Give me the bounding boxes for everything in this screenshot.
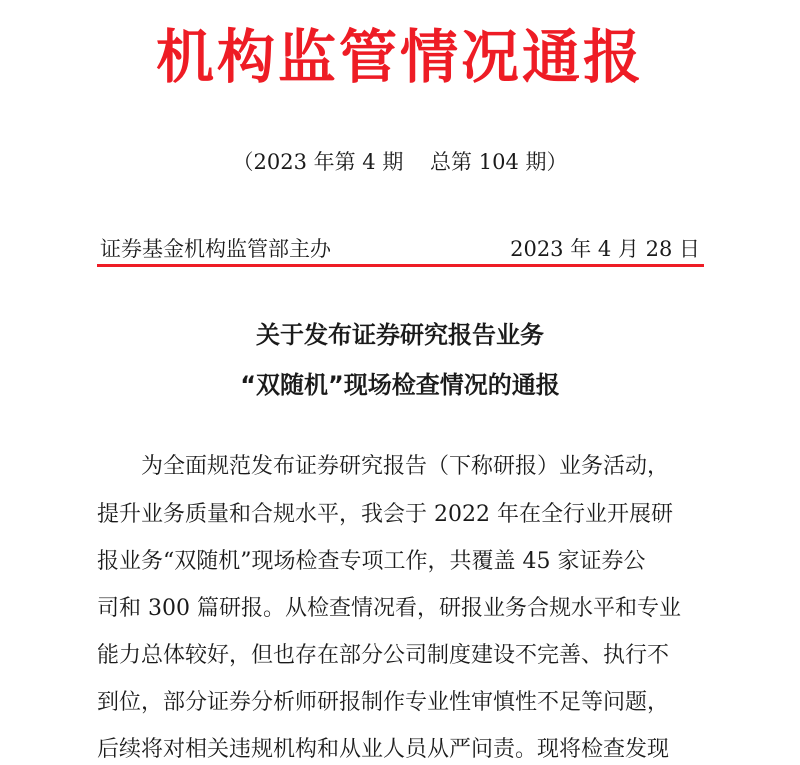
paragraph-line: 后续将对相关违规机构和从业人员从严问责。现将检查发现 [97, 737, 670, 762]
paragraph-line: 能力总体较好，但也存在部分公司制度建设不完善、执行不 [97, 643, 670, 668]
masthead-title: 机构监管情况通报 [155, 23, 644, 91]
issuer-department: 证券基金机构监管部主办 [100, 237, 331, 261]
red-divider-line [97, 264, 704, 267]
paragraph-line: 为全面规范发布证券研究报告（下称研报）业务活动， [141, 454, 670, 479]
paragraph-line: 司和 300 篇研报。从检查情况看，研报业务合规水平和专业 [97, 596, 681, 621]
paragraph-line: 到位，部分证券分析师研报制作专业性审慎性不足等问题， [97, 690, 670, 715]
paragraph-line: 报业务“双随机”现场检查专项工作，共覆盖 45 家证券公 [97, 549, 646, 574]
article-title-line-2: “双随机”现场检查情况的通报 [240, 371, 560, 399]
paragraph-line: 提升业务质量和合规水平，我会于 2022 年在全行业开展研 [97, 502, 673, 527]
issue-date: 2023 年 4 月 28 日 [510, 237, 700, 261]
article-title-line-1: 关于发布证券研究报告业务 [256, 321, 544, 349]
issue-number: （2023 年第 4 期 总第 104 期） [232, 150, 568, 174]
